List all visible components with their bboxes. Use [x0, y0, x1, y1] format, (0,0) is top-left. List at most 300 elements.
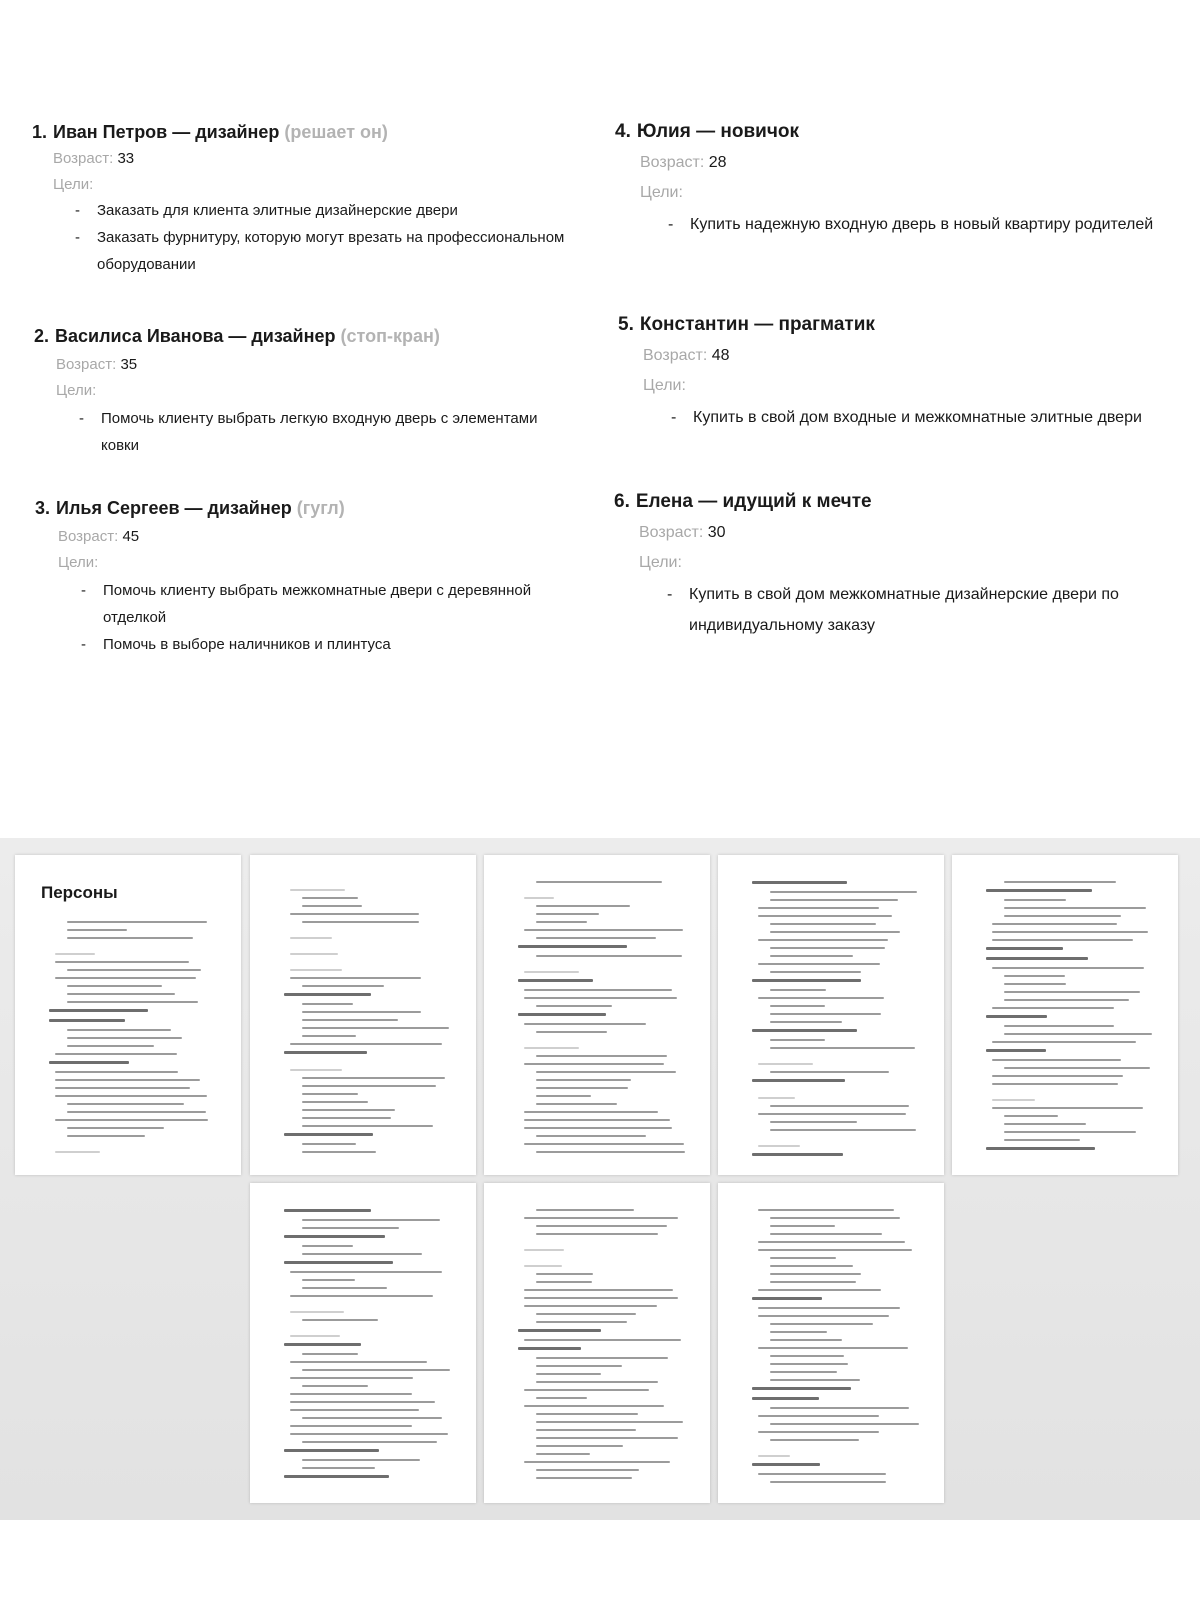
thumbnail-text-line: [770, 989, 826, 991]
thumbnail-text-line: [67, 969, 201, 971]
thumbnail-text-line: [302, 921, 419, 923]
thumbnail-text-line: [536, 881, 662, 883]
thumbnail-text-line: [536, 1429, 636, 1431]
thumbnail-text-line: [770, 891, 917, 893]
thumbnail-text-line: [302, 1385, 368, 1387]
thumbnail-text-line: [536, 1365, 622, 1367]
thumbnail-text-line: [770, 1331, 827, 1333]
thumbnail-text-line: [752, 979, 861, 982]
list-item: отделкой: [103, 609, 167, 626]
list-item: - Помочь клиенту выбрать легкую входную дверь с элементами: [101, 405, 594, 432]
thumbnail-text-line: [770, 955, 853, 957]
thumbnail-text-line: [67, 1127, 164, 1129]
thumbnail-text-line: [284, 1475, 389, 1478]
list-item: - Помочь в выборе наличников и плинтуса: [103, 631, 595, 658]
thumbnail-text-line: [536, 1381, 658, 1383]
thumbnail-text-line: [536, 1103, 617, 1105]
thumbnail-text-line: [992, 967, 1144, 969]
thumbnail-text-line: [770, 1257, 836, 1259]
persona-goals-label: Цели:: [639, 554, 682, 571]
thumbnail-text-line: [986, 947, 1063, 950]
thumbnail-text-line: [536, 1421, 683, 1423]
thumbnail-text-line: [67, 1001, 198, 1003]
thumbnail-text-line: [302, 1459, 420, 1461]
persona-goals-label: Цели:: [53, 176, 94, 193]
thumbnail-text-line: [536, 1151, 685, 1153]
thumbnail-text-line: [290, 1433, 448, 1435]
thumbnail-text-line: [752, 1153, 843, 1156]
thumbnail-text-line: [524, 989, 672, 991]
thumbnail-text-line: [524, 1389, 649, 1391]
persona-name: Иван Петров — дизайнер: [53, 122, 280, 142]
thumbnail-text-line: [992, 1083, 1118, 1085]
thumbnail-text-line: [284, 1133, 373, 1136]
thumbnail-text-line: [302, 1011, 421, 1013]
thumbnail-text-line: [770, 1363, 848, 1365]
thumbnail-text-line: [992, 1075, 1123, 1077]
page-thumbnail-3[interactable]: [484, 855, 710, 1175]
thumbnail-text-line: [758, 1307, 900, 1309]
thumbnail-text-line: [284, 1051, 367, 1054]
persona-5-heading: 5. Константин — прагматик: [618, 314, 875, 335]
thumbnail-text-line: [770, 923, 876, 925]
thumbnail-text-line: [284, 1235, 385, 1238]
thumbnail-text-line: [1004, 1033, 1152, 1035]
thumbnail-text-line: [758, 1241, 905, 1243]
thumbnail-text-line: [67, 921, 207, 923]
thumbnail-text-line: [67, 1111, 206, 1113]
thumbnail-text-line: [67, 985, 162, 987]
thumbnail-text-line: [55, 1053, 177, 1055]
persona-age: Возраст: 48: [643, 347, 730, 364]
thumbnail-text-line: [992, 1099, 1035, 1101]
thumbnail-text-line: [524, 1265, 562, 1267]
thumbnail-text-line: [536, 1031, 607, 1033]
thumbnail-text-line: [302, 905, 362, 907]
thumbnail-text-line: [752, 1079, 845, 1082]
thumbnail-text-line: [302, 1143, 356, 1145]
thumbnail-text-line: [67, 929, 127, 931]
thumbnail-text-line: [302, 1227, 399, 1229]
thumbnail-text-line: [536, 1209, 634, 1211]
thumbnail-text-line: [49, 1019, 125, 1022]
thumbnail-text-line: [770, 1047, 915, 1049]
thumbnail-text-line: [518, 1013, 606, 1016]
thumbnail-text-line: [302, 1003, 353, 1005]
thumbnail-text-line: [536, 1453, 590, 1455]
thumbnail-text-line: [55, 1079, 200, 1081]
thumbnail-text-line: [536, 1095, 591, 1097]
thumbnail-text-line: [770, 1005, 825, 1007]
thumbnail-text-line: [770, 947, 885, 949]
thumbnail-text-line: [758, 1473, 886, 1475]
thumbnail-text-line: [302, 1125, 433, 1127]
list-item: - Купить надежную входную дверь в новый квартиру родителей: [690, 209, 1195, 240]
list-item: - Помочь клиенту выбрать межкомнатные двери с деревянной: [103, 577, 595, 604]
thumbnail-text-line: [770, 1439, 859, 1441]
thumbnail-text-line: [758, 939, 888, 941]
thumbnail-text-line: [752, 1397, 819, 1400]
thumbnail-text-line: [770, 1105, 909, 1107]
thumbnail-text-line: [284, 1449, 379, 1452]
thumbnail-text-line: [524, 929, 683, 931]
thumbnail-text-line: [1004, 1139, 1080, 1141]
thumbnail-text-line: [290, 1311, 344, 1313]
thumbnail-text-line: [770, 1265, 853, 1267]
thumbnail-text-line: [770, 1339, 842, 1341]
thumbnail-text-line: [1004, 1131, 1136, 1133]
persona-goals-label: Цели:: [643, 377, 686, 394]
thumbnail-text-line: [524, 971, 579, 973]
persona-6: [614, 490, 1194, 641]
thumbnail-text-line: [770, 1355, 844, 1357]
persona-age: Возраст: 33: [53, 150, 135, 167]
thumbnail-text-line: [536, 1445, 623, 1447]
persona-goals-list: [101, 405, 594, 459]
thumbnail-text-line: [524, 1461, 670, 1463]
thumbnail-text-line: [524, 1217, 678, 1219]
thumbnail-title: Персоны: [41, 883, 118, 902]
thumbnail-text-line: [67, 1029, 171, 1031]
thumbnail-text-line: [290, 1377, 413, 1379]
thumbnail-text-line: [536, 1469, 639, 1471]
list-item: ковки: [101, 437, 139, 454]
thumbnail-text-line: [290, 977, 421, 979]
thumbnail-text-line: [770, 1281, 856, 1283]
thumbnail-text-line: [758, 1289, 881, 1291]
page-thumbnail-2[interactable]: [250, 855, 476, 1175]
thumbnail-text-line: [770, 1039, 825, 1041]
persona-name: Юлия — новичок: [636, 121, 799, 142]
page-thumbnail-1[interactable]: [15, 855, 241, 1175]
thumbnail-text-line: [1004, 1067, 1150, 1069]
thumbnail-text-line: [290, 1401, 435, 1403]
thumbnail-text-line: [758, 963, 880, 965]
thumbnail-text-line: [752, 881, 847, 884]
thumbnail-text-line: [770, 1013, 881, 1015]
thumbnail-text-line: [758, 1347, 908, 1349]
thumbnail-text-line: [770, 1129, 916, 1131]
thumbnail-text-line: [992, 939, 1133, 941]
thumbnail-text-line: [758, 907, 879, 909]
thumbnail-text-line: [1004, 907, 1146, 909]
thumbnail-text-line: [524, 997, 677, 999]
thumbnail-text-line: [758, 1431, 879, 1433]
thumbnail-text-line: [302, 1245, 353, 1247]
thumbnail-text-line: [290, 1425, 412, 1427]
thumbnail-text-line: [302, 1093, 358, 1095]
thumbnail-text-line: [524, 1305, 657, 1307]
thumbnail-text-line: [284, 1209, 371, 1212]
persona-age: Возраст: 30: [639, 524, 726, 541]
thumbnail-text-line: [1004, 1115, 1058, 1117]
thumbnail-text-line: [290, 1335, 340, 1337]
thumbnail-text-line: [290, 953, 338, 955]
page-thumbnail-7[interactable]: [484, 1183, 710, 1503]
thumbnail-text-line: [290, 1271, 442, 1273]
thumbnail-text-line: [536, 955, 682, 957]
thumbnail-text-line: [986, 1015, 1047, 1018]
thumbnail-text-line: [770, 1379, 860, 1381]
thumbnail-text-line: [1004, 881, 1116, 883]
thumbnail-text-line: [302, 1101, 368, 1103]
thumbnail-text-line: [524, 1143, 684, 1145]
thumbnail-text-line: [1004, 975, 1065, 977]
thumbnail-text-line: [536, 1281, 592, 1283]
thumbnail-text-line: [524, 1339, 681, 1341]
persona-name: Елена — идущий к мечте: [635, 491, 872, 512]
list-item: - Заказать для клиента элитные дизайнерские двери: [97, 197, 592, 224]
persona-age: Возраст: 28: [640, 154, 727, 171]
thumbnail-text-line: [1004, 1123, 1086, 1125]
thumbnail-text-line: [524, 1023, 646, 1025]
persona-goals-list: [689, 579, 1194, 641]
thumbnail-text-line: [770, 1225, 835, 1227]
thumbnail-text-line: [536, 1437, 678, 1439]
thumbnail-text-line: [536, 1357, 668, 1359]
thumbnail-text-line: [536, 913, 599, 915]
persona-1-heading: 1. Иван Петров — дизайнер (решает он): [32, 122, 388, 142]
thumbnail-text-line: [290, 1393, 412, 1395]
thumbnail-text-line: [302, 1117, 391, 1119]
thumbnail-text-line: [302, 1287, 387, 1289]
list-item: - Купить в свой дом входные и межкомнатные элитные двери: [693, 402, 1198, 433]
persona-goals-list: [97, 197, 592, 278]
thumbnail-text-line: [302, 1219, 440, 1221]
persona-goals-label: Цели:: [640, 184, 683, 201]
thumbnail-text-line: [302, 1253, 422, 1255]
thumbnail-text-line: [284, 1261, 393, 1264]
thumbnail-text-line: [992, 923, 1117, 925]
thumbnail-text-line: [1004, 899, 1066, 901]
thumbnail-text-line: [290, 1409, 419, 1411]
persona-age: Возраст: 45: [58, 528, 140, 545]
thumbnail-text-line: [758, 1113, 906, 1115]
thumbnail-text-line: [55, 1151, 100, 1153]
thumbnail-text-line: [55, 1095, 207, 1097]
thumbnail-text-line: [290, 969, 342, 971]
thumbnail-text-line: [752, 1297, 822, 1300]
thumbnail-text-line: [302, 1027, 449, 1029]
thumbnail-text-line: [536, 1313, 636, 1315]
thumbnail-text-line: [758, 1455, 790, 1457]
persona-name: Илья Сергеев — дизайнер: [56, 498, 292, 518]
thumbnail-text-line: [284, 993, 371, 996]
thumbnail-text-line: [55, 1071, 178, 1073]
thumbnail-text-line: [770, 971, 861, 973]
persona-1: [32, 120, 592, 278]
thumbnail-text-line: [770, 1323, 873, 1325]
thumbnail-text-line: [302, 985, 384, 987]
thumbnail-text-line: [524, 1127, 672, 1129]
thumbnail-text-line: [67, 993, 175, 995]
thumbnail-text-line: [290, 1043, 442, 1045]
thumbnail-text-line: [758, 1415, 879, 1417]
page-thumbnail-4[interactable]: [718, 855, 944, 1175]
thumbnail-text-line: [518, 1329, 601, 1332]
thumbnail-text-line: [55, 961, 189, 963]
thumbnail-text-line: [55, 1119, 208, 1121]
thumbnail-text-line: [752, 1387, 851, 1390]
thumbnail-text-line: [518, 979, 593, 982]
thumbnail-text-line: [536, 1005, 612, 1007]
thumbnail-text-line: [770, 1071, 889, 1073]
thumbnail-text-line: [758, 1063, 813, 1065]
persona-age: Возраст: 35: [56, 356, 138, 373]
persona-tag: (решает он): [284, 122, 388, 142]
persona-goals-list: [690, 209, 1195, 240]
thumbnail-text-line: [290, 889, 345, 891]
thumbnail-text-line: [536, 1321, 627, 1323]
thumbnail-text-line: [524, 1289, 673, 1291]
thumbnail-text-line: [49, 1061, 129, 1064]
thumbnail-text-line: [284, 1343, 361, 1346]
persona-goals-list: [103, 577, 595, 658]
thumbnail-text-line: [524, 1249, 564, 1251]
thumbnail-text-line: [758, 915, 892, 917]
list-item: - Заказать фурнитуру, которую могут врезать на профессиональном: [97, 224, 592, 251]
persona-goals-list: [693, 402, 1198, 433]
thumbnail-text-line: [55, 953, 95, 955]
thumbnail-text-line: [55, 977, 196, 979]
persona-3: [35, 496, 595, 658]
thumbnail-text-line: [524, 1111, 658, 1113]
list-item: оборудовании: [97, 256, 196, 273]
thumbnail-text-line: [524, 897, 554, 899]
thumbnail-text-line: [518, 1347, 581, 1350]
thumbnail-text-line: [67, 937, 193, 939]
thumbnail-text-line: [536, 1079, 631, 1081]
thumbnail-text-line: [770, 1481, 886, 1483]
thumbnail-text-line: [758, 1249, 912, 1251]
thumbnail-text-line: [302, 897, 358, 899]
thumbnail-text-line: [536, 1477, 632, 1479]
thumbnail-text-line: [536, 1413, 638, 1415]
thumbnail-text-line: [1004, 1025, 1114, 1027]
thumbnail-text-line: [536, 1225, 667, 1227]
thumbnail-text-line: [992, 1107, 1143, 1109]
thumbnail-text-line: [752, 1029, 857, 1032]
thumbnail-text-line: [1004, 999, 1129, 1001]
thumbnail-text-line: [302, 1441, 437, 1443]
thumbnail-text-line: [536, 1087, 628, 1089]
thumbnail-text-line: [986, 1147, 1095, 1150]
thumbnail-text-line: [752, 1463, 820, 1466]
thumbnail-text-line: [536, 937, 656, 939]
thumbnail-text-line: [992, 1007, 1114, 1009]
persona-6-heading: 6. Елена — идущий к мечте: [614, 491, 872, 512]
thumbnail-text-line: [302, 1151, 376, 1153]
thumbnail-text-line: [770, 1407, 909, 1409]
thumbnail-text-line: [536, 1373, 601, 1375]
thumbnail-text-line: [290, 1295, 433, 1297]
persona-4-heading: 4. Юлия — новичок: [615, 121, 799, 142]
thumbnail-text-line: [536, 1071, 676, 1073]
persona-goals-label: Цели:: [56, 382, 97, 399]
thumbnail-text-line: [758, 1145, 800, 1147]
thumbnail-text-line: [758, 1097, 795, 1099]
thumbnail-text-line: [302, 1279, 355, 1281]
thumbnail-text-line: [49, 1009, 148, 1012]
thumbnail-text-line: [302, 1019, 398, 1021]
persona-2-heading: 2. Василиса Иванова — дизайнер (стоп-кран): [34, 326, 440, 346]
thumbnail-text-line: [770, 1423, 919, 1425]
thumbnail-text-line: [986, 957, 1088, 960]
thumbnail-text-line: [302, 1417, 442, 1419]
persona-tag: (стоп-кран): [340, 326, 440, 346]
thumbnail-text-line: [536, 1055, 667, 1057]
thumbnail-text-line: [536, 1233, 658, 1235]
thumbnail-text-line: [290, 913, 419, 915]
persona-3-heading: 3. Илья Сергеев — дизайнер (гугл): [35, 498, 345, 518]
thumbnail-text-line: [524, 1063, 664, 1065]
thumbnail-text-line: [770, 1217, 900, 1219]
thumbnail-text-line: [290, 937, 332, 939]
page-thumbnail-5[interactable]: [952, 855, 1178, 1175]
persona-2: [34, 324, 594, 459]
thumbnail-text-line: [1004, 983, 1066, 985]
thumbnail-text-line: [992, 931, 1148, 933]
list-item: - Купить в свой дом межкомнатные дизайнерские двери по: [689, 579, 1194, 610]
thumbnail-text-line: [536, 1273, 593, 1275]
thumbnail-text-line: [302, 1369, 450, 1371]
thumbnail-text-line: [302, 1109, 395, 1111]
thumbnail-text-line: [302, 1467, 375, 1469]
persona-name: Константин — прагматик: [639, 314, 875, 335]
thumbnail-text-line: [67, 1103, 184, 1105]
thumbnail-text-line: [758, 1315, 889, 1317]
thumbnail-text-line: [290, 1069, 342, 1071]
thumbnail-text-line: [770, 899, 898, 901]
thumbnail-text-line: [518, 945, 627, 948]
thumbnail-text-line: [67, 1037, 182, 1039]
thumbnail-text-line: [524, 1119, 670, 1121]
thumbnail-text-line: [524, 1297, 678, 1299]
thumbnail-text-line: [770, 1121, 857, 1123]
thumbnail-text-line: [302, 1077, 445, 1079]
thumbnail-text-line: [302, 1353, 358, 1355]
thumbnail-text-line: [1004, 991, 1140, 993]
persona-name: Василиса Иванова — дизайнер: [55, 326, 336, 346]
thumbnail-text-line: [770, 1233, 882, 1235]
thumbnail-text-line: [290, 1361, 427, 1363]
thumbnail-text-line: [1004, 915, 1121, 917]
thumbnail-text-line: [536, 1135, 646, 1137]
thumbnail-text-line: [758, 1209, 894, 1211]
thumbnail-text-line: [302, 1035, 356, 1037]
persona-tag: (гугл): [296, 498, 345, 518]
thumbnail-text-line: [770, 931, 900, 933]
thumbnail-text-line: [67, 1135, 145, 1137]
thumbnail-text-line: [770, 1371, 837, 1373]
thumbnail-text-line: [67, 1045, 154, 1047]
thumbnail-text-line: [302, 1319, 378, 1321]
list-item: индивидуальному заказу: [689, 617, 876, 634]
persona-5: [618, 313, 1198, 433]
thumbnail-text-line: [992, 1059, 1121, 1061]
page-thumbnail-6[interactable]: [250, 1183, 476, 1503]
thumbnail-text-line: [758, 997, 884, 999]
thumbnail-text-line: [536, 1397, 587, 1399]
thumbnail-text-line: [536, 905, 630, 907]
thumbnail-text-line: [986, 1049, 1046, 1052]
page-thumbnail-8[interactable]: [718, 1183, 944, 1503]
thumbnail-text-line: [770, 1273, 861, 1275]
thumbnail-text-line: [770, 1021, 842, 1023]
persona-4: [615, 120, 1195, 240]
thumbnail-text-line: [524, 1047, 579, 1049]
thumbnail-text-line: [302, 1085, 436, 1087]
